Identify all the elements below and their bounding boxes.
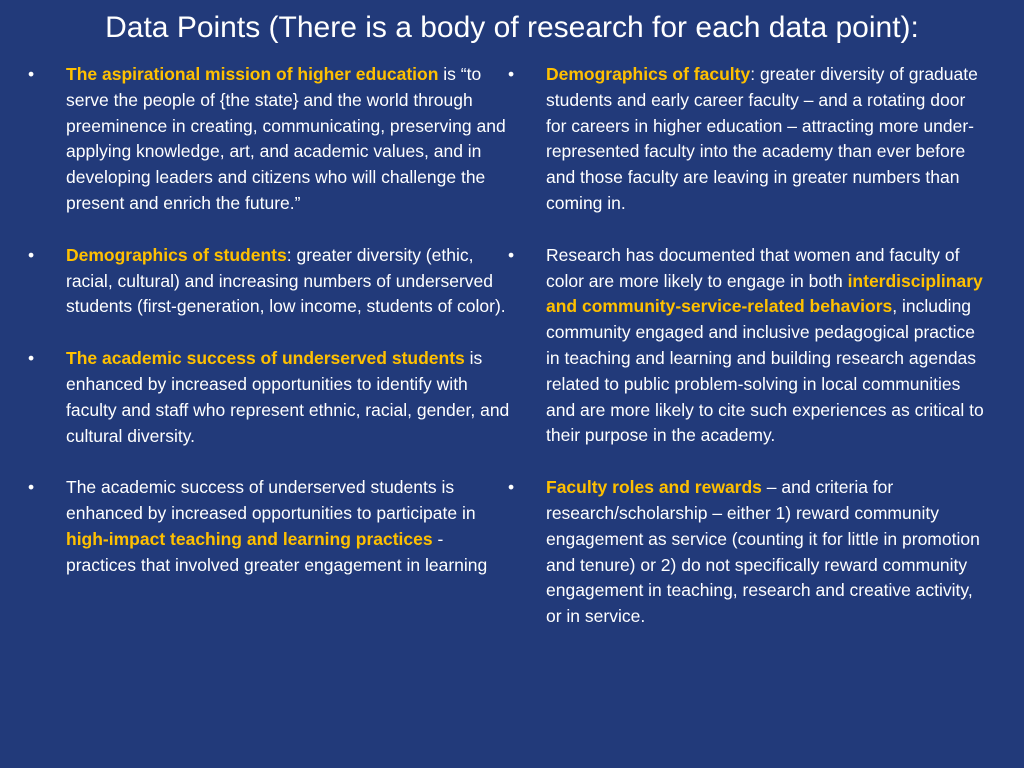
bullet-text: – and criteria for research/scholarship – either 1) reward community engagement as service (counting it for little in promotion and tenure) or 2) do not specifically reward community engagement in teaching, research and creative activity, or in service.: [546, 477, 980, 627]
bullet-highlight: Demographics of faculty: [546, 64, 751, 84]
bullet-mission: [28, 62, 510, 217]
bullet-marker: •: [28, 348, 35, 369]
right-bullet-list: [508, 62, 990, 630]
left-column: [28, 62, 510, 605]
bullet-highlight: Faculty roles and rewards: [546, 477, 762, 498]
bullet-marker: •: [28, 64, 35, 84]
bullet-marker: •: [508, 244, 515, 265]
bullet-text-before: Research has documented that women and faculty of color are more likely to engage in both: [546, 244, 960, 291]
bullet-text: is enhanced by increased opportunities to identify with faculty and staff who represent ethnic, racial, gender, and cultural diversity.: [66, 348, 510, 446]
bullet-text: , including community engaged and inclusive pedagogical practice in teaching and learning and building research agendas related to public problem-solving in local communities and are more likely to cite such experiences as critical to their purpose in the academy.: [546, 296, 984, 446]
slide-title: Data Points (There is a body of research for each data point):: [105, 11, 919, 44]
bullet-text: is “to serve the people of {the state} and the world through preeminence in creating, communicating, preserving and applying knowledge, art, and academic values, and in developing leaders and citizens who will challenge the present and enrich the future.”: [66, 64, 506, 213]
bullet-text: : greater diversity of graduate students and early career faculty – and a rotating door for careers in higher education – attracting more under-represented faculty into the academy than ever before and those faculty are leaving in greater numbers than coming in.: [546, 64, 978, 213]
bullet-text: - practices that involved greater engagement in learning: [66, 528, 488, 575]
bullet-marker: •: [28, 244, 35, 265]
bullet-marker: •: [508, 477, 515, 498]
bullet-academic-success-identity: [28, 346, 510, 449]
bullet-faculty-roles-rewards: [508, 475, 990, 630]
bullet-marker: •: [508, 64, 515, 84]
bullet-student-demographics: [28, 243, 510, 320]
bullet-highlight: Demographics of students: [66, 244, 287, 265]
right-column: [508, 62, 990, 656]
bullet-research-women-faculty-color: [508, 243, 990, 449]
bullet-highlight: The academic success of underserved students: [66, 348, 465, 369]
left-bullet-list: [28, 62, 510, 579]
bullet-academic-success-practices: [28, 475, 510, 578]
bullet-highlight: interdisciplinary and community-service-related behaviors: [546, 270, 983, 317]
bullet-highlight: The aspirational mission of higher education: [66, 64, 439, 84]
bullet-highlight: high-impact teaching and learning practices: [66, 528, 433, 549]
bullet-text-before: The academic success of underserved students is enhanced by increased opportunities to participate in: [66, 477, 476, 524]
bullet-marker: •: [28, 477, 35, 498]
bullet-text: : greater diversity (ethic, racial, cultural) and increasing numbers of underserved students (first-generation, low income, students of color).: [66, 244, 506, 317]
bullet-faculty-demographics: [508, 62, 990, 217]
